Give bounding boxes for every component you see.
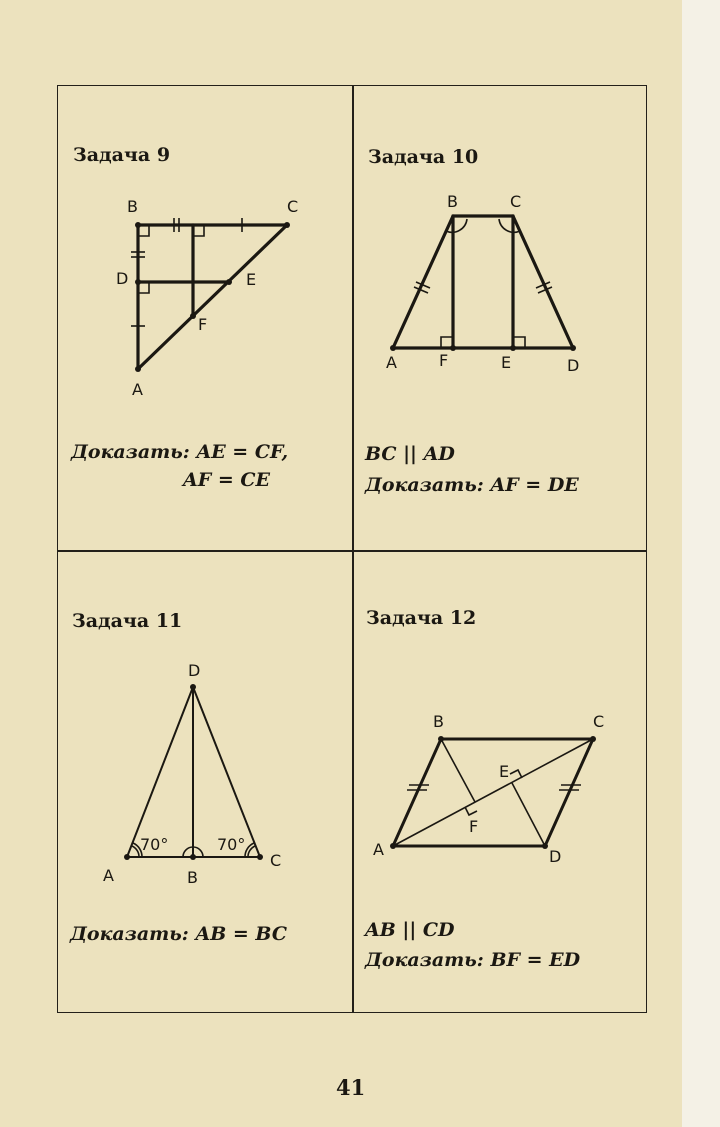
prove-line-1 bbox=[71, 439, 288, 465]
problem-9 bbox=[58, 86, 352, 550]
given-condition: BC || AD bbox=[365, 443, 455, 465]
problem-title: Задача 11 bbox=[72, 610, 183, 632]
prove-statement: AB = BC bbox=[195, 923, 287, 945]
point-label: B bbox=[433, 712, 444, 731]
point-label: C bbox=[287, 197, 299, 216]
point-label: F bbox=[439, 351, 449, 370]
problem-12 bbox=[353, 551, 648, 1014]
angle-label: 70° bbox=[140, 835, 169, 854]
point-label: E bbox=[246, 270, 257, 289]
prove-statement: AE = CF, bbox=[196, 441, 289, 463]
problem-title: Задача 10 bbox=[368, 146, 479, 168]
prove-line-2: AF = CE bbox=[183, 469, 270, 491]
prove-label: Доказать: bbox=[365, 949, 484, 971]
point-label: D bbox=[116, 269, 129, 288]
point-label: E bbox=[499, 762, 510, 781]
problem-12-figure bbox=[353, 551, 648, 1014]
prove-label: Доказать: bbox=[365, 474, 484, 496]
point-label: A bbox=[386, 353, 397, 372]
page-margin bbox=[682, 0, 720, 1127]
prove-statement: AF = DE bbox=[490, 474, 579, 496]
point-label: E bbox=[501, 353, 512, 372]
prove-statement: BF = ED bbox=[490, 949, 581, 971]
point-label: D bbox=[188, 661, 201, 680]
prove-line bbox=[365, 472, 579, 498]
point-label: F bbox=[198, 315, 208, 334]
angle-label: 70° bbox=[217, 835, 246, 854]
prove-label: Доказать: bbox=[71, 441, 190, 463]
problem-title: Задача 9 bbox=[73, 144, 171, 166]
point-label: B bbox=[447, 192, 458, 211]
point-label: D bbox=[567, 356, 580, 375]
point-label: A bbox=[373, 840, 384, 859]
point-label: C bbox=[270, 851, 282, 870]
prove-line bbox=[70, 921, 287, 947]
point-label: D bbox=[549, 847, 562, 866]
point-label: B bbox=[187, 868, 198, 887]
point-label: F bbox=[469, 817, 479, 836]
point-label: B bbox=[127, 197, 138, 216]
point-label: A bbox=[132, 380, 143, 399]
point-label: C bbox=[593, 712, 605, 731]
problems-grid bbox=[57, 85, 647, 1013]
given-condition: AB || CD bbox=[365, 919, 455, 941]
point-label: C bbox=[510, 192, 522, 211]
prove-label: Доказать: bbox=[70, 923, 189, 945]
problem-11 bbox=[58, 551, 352, 1014]
prove-line bbox=[365, 947, 580, 973]
problem-title: Задача 12 bbox=[366, 607, 477, 629]
point-label: A bbox=[103, 866, 114, 885]
page-number: 41 bbox=[336, 1075, 366, 1100]
problem-10 bbox=[353, 86, 648, 550]
